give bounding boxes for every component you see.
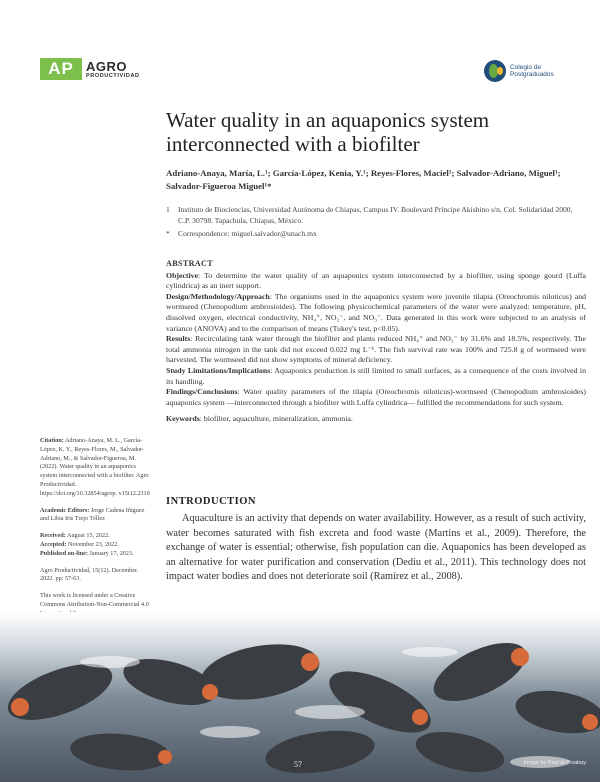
abstract-objective: Objective: To determine the water quality of an aquaponics system interconnected by a biofilter, using sponge gourd (Luffa cylindrica) as an inert support. [166,270,586,291]
introduction-heading: INTRODUCTION [166,496,257,507]
page-number: 57 [294,760,302,769]
abstract-heading: ABSTRACT [166,259,213,268]
logo-name: AGRO [86,58,127,74]
article-title: Water quality in an aquaponics system interconnected with a biofilter [166,108,490,156]
abstract-limitations: Study Limitations/Implications: Aquaponics production is still limited to small surfaces, as a consequence of the costs involved in its handling. [166,365,587,386]
agro-productividad-logo [40,58,140,80]
tilapia-photo [0,612,600,782]
affil-marker: 1 [166,205,170,214]
fish-water-image [0,612,600,782]
affil-institution: Instituto de Biociencias, Universidad Autónoma de Chiapas, Campus IV. Boulevard Príncipe Akishino s/n, Col. Solidaridad 2000, C.P. 30798. Tapachula, Chiapas, México. [178,205,573,225]
corr-marker: * [166,229,170,238]
author-list: Adriano-Anaya, María, L.¹; García-López, Kenia, Y.¹; Reyes-Flores, Maciel¹; Salvador-Adriano, Miguel¹; Salvador-Figueroa Miguel¹* [166,168,561,191]
citation-block: Citation: Adriano-Anaya, M. L., García-López, K. Y., Reyes-Flores, M., Salvador-Adriano, M., & Salvador-Figueroa, M. (2022). Water quality in an aquaponics system interconnected with a biofilter. Agro Productividad. https://doi.org/10.32854/agrop. v15i12.2310 [40,437,150,497]
cp-line2: Postgraduados [510,71,554,78]
license-block: This work is licensed under a Creative Commons Attribution-Non-Commercial 4.0 [40,592,152,636]
abstract-results: Results: Recirculating tank water through the biofilter and plants reduced NH₄⁺ and NO₃⁻ by 31.6% and 18.5%, respectively. The total ammonia nitrogen in the tank did not exceed 0.022 mg L⁻¹. The fish survival rate was 100% and 725.8 g of wormseed were harvested. The wormseed did not show symptoms of mineral deficiency. [166,334,586,365]
editors-block: Academic Editors: Jorge Cadena Iñiguez and Libia Iris Trejo Téllez [40,506,145,523]
cp-line1: Colegio de [510,63,542,71]
affiliations [166,204,586,241]
logo-sub: PRODUCTIVIDAD [86,72,140,79]
dates-block: Received: August 15, 2022. Accepted: November 23, 2022. Published on-line: January 17, 2023. [40,532,134,557]
affil-correspondence: Correspondence: miguel.salvador@unach.mx [178,229,317,238]
image-credit: Image by Paul at Pixabay [523,760,586,766]
colegio-postgraduados-logo [484,60,554,82]
journal-block: Agro Productividad, 15(12). December. 2022. pp: 57-63. [40,566,139,583]
abstract-findings: Findings/Conclusions: Water quality parameters of the tilapia (Oreochromis niloticus)-wormseed (Chenopodium ambrosioides) aquaponics system —interconnected through a biofilter with Luffa cylindrica— fulfilled the recommendations for such system. [166,387,586,407]
abstract-design: Design/Methodology/Approach: The organisms used in the aquaponics system were juvenile tilapia (Oreochromis niloticus) and wormseed (Chenopodium ambrosioides). The following physicochemical parameters of the water were analyzed: temperature, pH, dissolved oxygen, electrical conductivity, NH₄⁺, NO₂⁻, and NO₃⁻. Data generated in this work were subjected to an analysis of variance (ANOVA) and to the comparison of means (Tukey's test, p<0.05). [166,291,586,333]
abstract-section [166,259,586,425]
page-header [0,0,600,95]
cp-logo-icon [484,60,506,82]
ap-logo-mark: AP [40,58,82,80]
introduction-body: Aquaculture is an activity that depends on water availability. However, as a result of such activity, water becomes saturated with fish excreta and food waste (Martins et al., 2009). Therefore, the exchange of water is essential; otherwise, fish population can die. Aquaponics has been developed as an alternative for water purification and conservation (Dediu et al., 2011). This technology does not impact water bodies and does not deteriorate soil (Ramírez et al., 2008). [166,513,586,583]
abstract-keywords: Keywords: biofilter, aquaculture, mineralization, ammonia. [166,414,353,424]
